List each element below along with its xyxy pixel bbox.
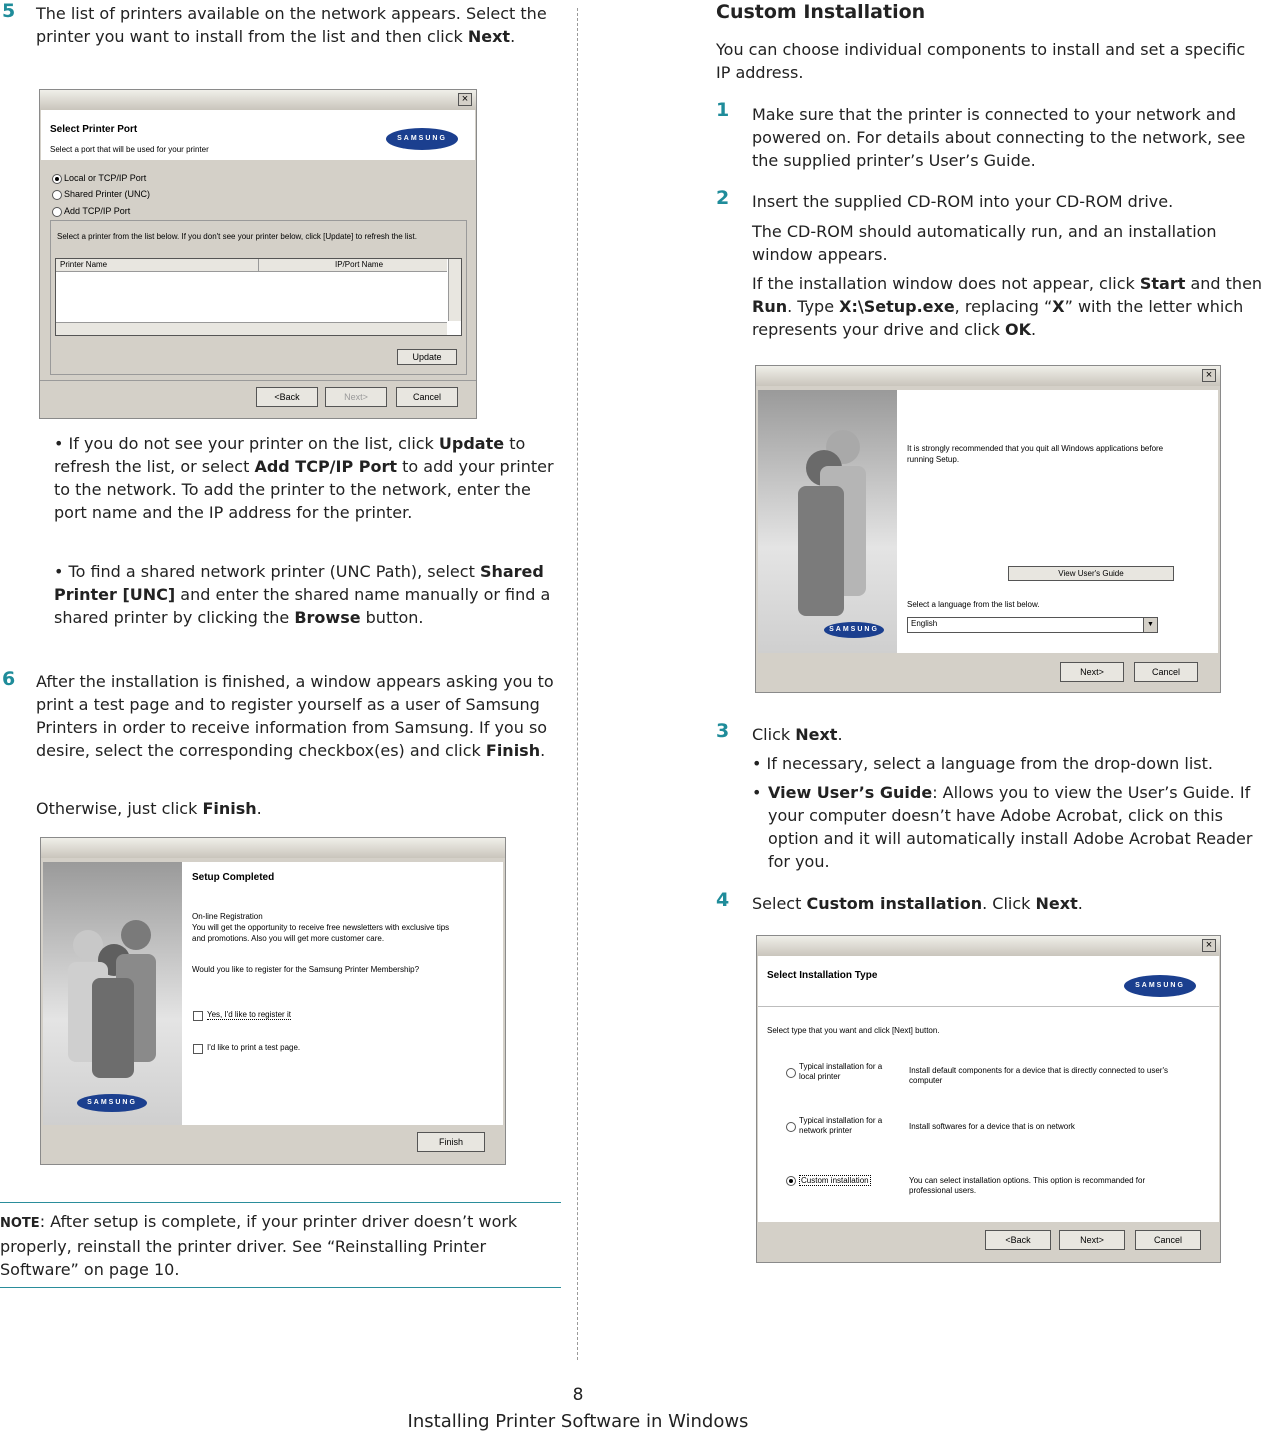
users-illustration [758,390,897,653]
printer-list-group [50,220,467,375]
step-number-3: 3 [716,720,730,742]
step-1-text: Make sure that the printer is connected to your network and powered on. For details about connecting to the network, see the supplied printer’s User’s Guide. [752,105,1246,170]
note-bottom-rule [0,1287,561,1288]
column-divider [577,8,578,1360]
bullet-view-guide: View User’s Guide: Allows you to view the User’s Guide. If your computer doesn’t have Adobe Acrobat, click on this option and it will automatically install Adobe Acrobat Reader for you. [768,783,1253,871]
radio-add-tcp[interactable] [52,207,62,217]
step-number-2: 2 [716,187,730,209]
setup-completed-dialog [40,837,506,1165]
step-5-text: The list of printers available on the network appears. Select the printer you want to install from the list and then click Next. [36,4,547,46]
option-label: Custom installation [801,1176,869,1185]
option-label: network printer [799,1126,852,1135]
registration-text: and promotions. Also you will get more customer care. [192,934,385,943]
radio-custom-installation[interactable] [786,1176,796,1186]
dialog-content [182,862,503,1125]
samsung-logo: SAMSUNG [77,1094,147,1112]
step-number-5: 5 [2,0,16,22]
bullet-mark: • [752,783,762,802]
close-icon[interactable]: × [1202,939,1216,952]
option-description: Install default components for a device that is directly connected to user's [909,1066,1168,1075]
option-label: local printer [799,1072,841,1081]
option-description: You can select installation options. This option is recommanded for [909,1176,1146,1185]
update-button[interactable]: Update [397,349,457,365]
note-text: NOTE: After setup is complete, if your printer driver doesn’t work properly, reinstall the printer driver. See “Reinstalling Printer Software” on page 10. [0,1212,518,1279]
close-icon[interactable]: × [458,93,472,106]
radio-typical-local[interactable] [786,1068,796,1078]
register-label: Yes, I'd like to register it [207,1010,291,1019]
users-illustration [43,862,182,1125]
test-page-checkbox[interactable] [193,1044,203,1054]
bullet-language: • If necessary, select a language from the drop-down list. [752,754,1213,773]
dialog-header [41,110,475,160]
quit-apps-message: It is strongly recommended that you quit all Windows applications before [907,444,1164,453]
radio-local-tcp[interactable] [52,174,62,184]
select-printer-port-dialog [39,89,477,419]
printer-table[interactable] [55,258,462,336]
installer-welcome-dialog [755,365,1221,693]
title-bar [41,838,505,858]
test-page-label: I'd like to print a test page. [207,1043,301,1052]
section-heading: Custom Installation [716,1,926,23]
step-number-4: 4 [716,889,730,911]
dialog-content [897,390,1218,653]
back-button[interactable]: <Back [985,1230,1051,1250]
select-installation-type-dialog [756,935,1221,1263]
close-icon[interactable]: × [1202,369,1216,382]
list-hint: Select a printer from the list below. If you don't see your printer below, click [Update] to refresh the list. [57,232,417,241]
title-bar [756,366,1220,386]
registration-heading: On-line Registration [192,912,263,921]
step-6-text: After the installation is finished, a window appears asking you to print a test page and to register yourself as a user of Samsung Printers in order to receive information from Samsung. If you so desire, select the corresponding checkbox(es) and click Finish. [36,672,554,760]
title-bar [757,936,1220,956]
horizontal-scrollbar[interactable] [56,322,447,335]
radio-typical-network[interactable] [786,1122,796,1132]
otherwise-text: Otherwise, just click Finish. [36,799,262,818]
next-button[interactable]: Next> [325,387,387,407]
dialog-title: Select Installation Type [767,970,878,981]
radio-shared-unc[interactable] [52,190,62,200]
step-2-run-instructions: If the installation window does not appear, click Start and then Run. Type X:\Setup.exe, replacing “X” with the letter which represents your drive and click OK. [752,274,1263,339]
option-description: Install softwares for a device that is on network [909,1122,1075,1131]
view-users-guide-button[interactable]: View User's Guide [1008,566,1174,581]
section-intro: You can choose individual components to install and set a specific IP address. [716,40,1246,82]
option-label: Typical installation for a [799,1062,883,1071]
quit-apps-message: running Setup. [907,455,960,464]
option-description: computer [909,1076,943,1085]
back-button[interactable]: <Back [256,387,318,407]
dialog-content [758,956,1219,1222]
finish-button[interactable]: Finish [417,1132,485,1152]
separator [40,380,476,381]
cancel-button[interactable]: Cancel [1135,1230,1201,1250]
column-header[interactable]: Printer Name [56,259,259,272]
page-number: 8 [572,1385,584,1405]
option-description: professional users. [909,1186,977,1195]
bullet-update: • If you do not see your printer on the list, click Update to refresh the list, or select Add TCP/IP Port to add your printer to the network. To add the printer to the network, enter the port name and the IP address for the printer. [54,434,554,522]
option-label: Local or TCP/IP Port [64,173,147,183]
step-number-1: 1 [716,99,730,121]
dialog-title: Select Printer Port [50,124,138,135]
vertical-scrollbar[interactable] [448,259,461,321]
step-3-text: Click Next. [752,725,843,744]
dialog-subtitle: Select a port that will be used for your printer [50,145,209,154]
language-label: Select a language from the list below. [907,600,1040,609]
language-select[interactable]: English ▼ [907,617,1158,633]
title-bar [40,90,476,110]
registration-text: You will get the opportunity to receive free newsletters with exclusive tips [192,923,450,932]
step-4-text: Select Custom installation. Click Next. [752,894,1083,913]
cancel-button[interactable]: Cancel [1134,662,1198,682]
membership-question: Would you like to register for the Samsung Printer Membership? [192,965,420,974]
step-2-para: The CD-ROM should automatically run, and an installation window appears. [752,222,1217,264]
option-label: Typical installation for a [799,1116,883,1125]
register-checkbox[interactable] [193,1011,203,1021]
next-button[interactable]: Next> [1059,1230,1125,1250]
selection-hint: Select type that you want and click [Next] button. [767,1026,940,1035]
note-top-rule [0,1202,561,1203]
step-number-6: 6 [2,668,16,690]
samsung-logo: SAMSUNG [1124,975,1196,997]
dialog-title: Setup Completed [192,872,275,883]
step-2-text: Insert the supplied CD-ROM into your CD-ROM drive. [752,192,1174,211]
footer-title: Installing Printer Software in Windows [407,1411,749,1432]
bullet-shared-printer: • To find a shared network printer (UNC Path), select Shared Printer [UNC] and enter the shared name manually or find a shared printer by clicking the Browse button. [54,562,551,627]
samsung-logo: SAMSUNG [824,622,884,638]
chevron-down-icon[interactable]: ▼ [1143,618,1157,632]
cancel-button[interactable]: Cancel [396,387,458,407]
option-label: Add TCP/IP Port [64,206,131,216]
next-button[interactable]: Next> [1060,662,1124,682]
column-header[interactable]: IP/Port Name [259,259,447,272]
samsung-logo: SAMSUNG [386,128,458,150]
option-label: Shared Printer (UNC) [64,189,151,199]
